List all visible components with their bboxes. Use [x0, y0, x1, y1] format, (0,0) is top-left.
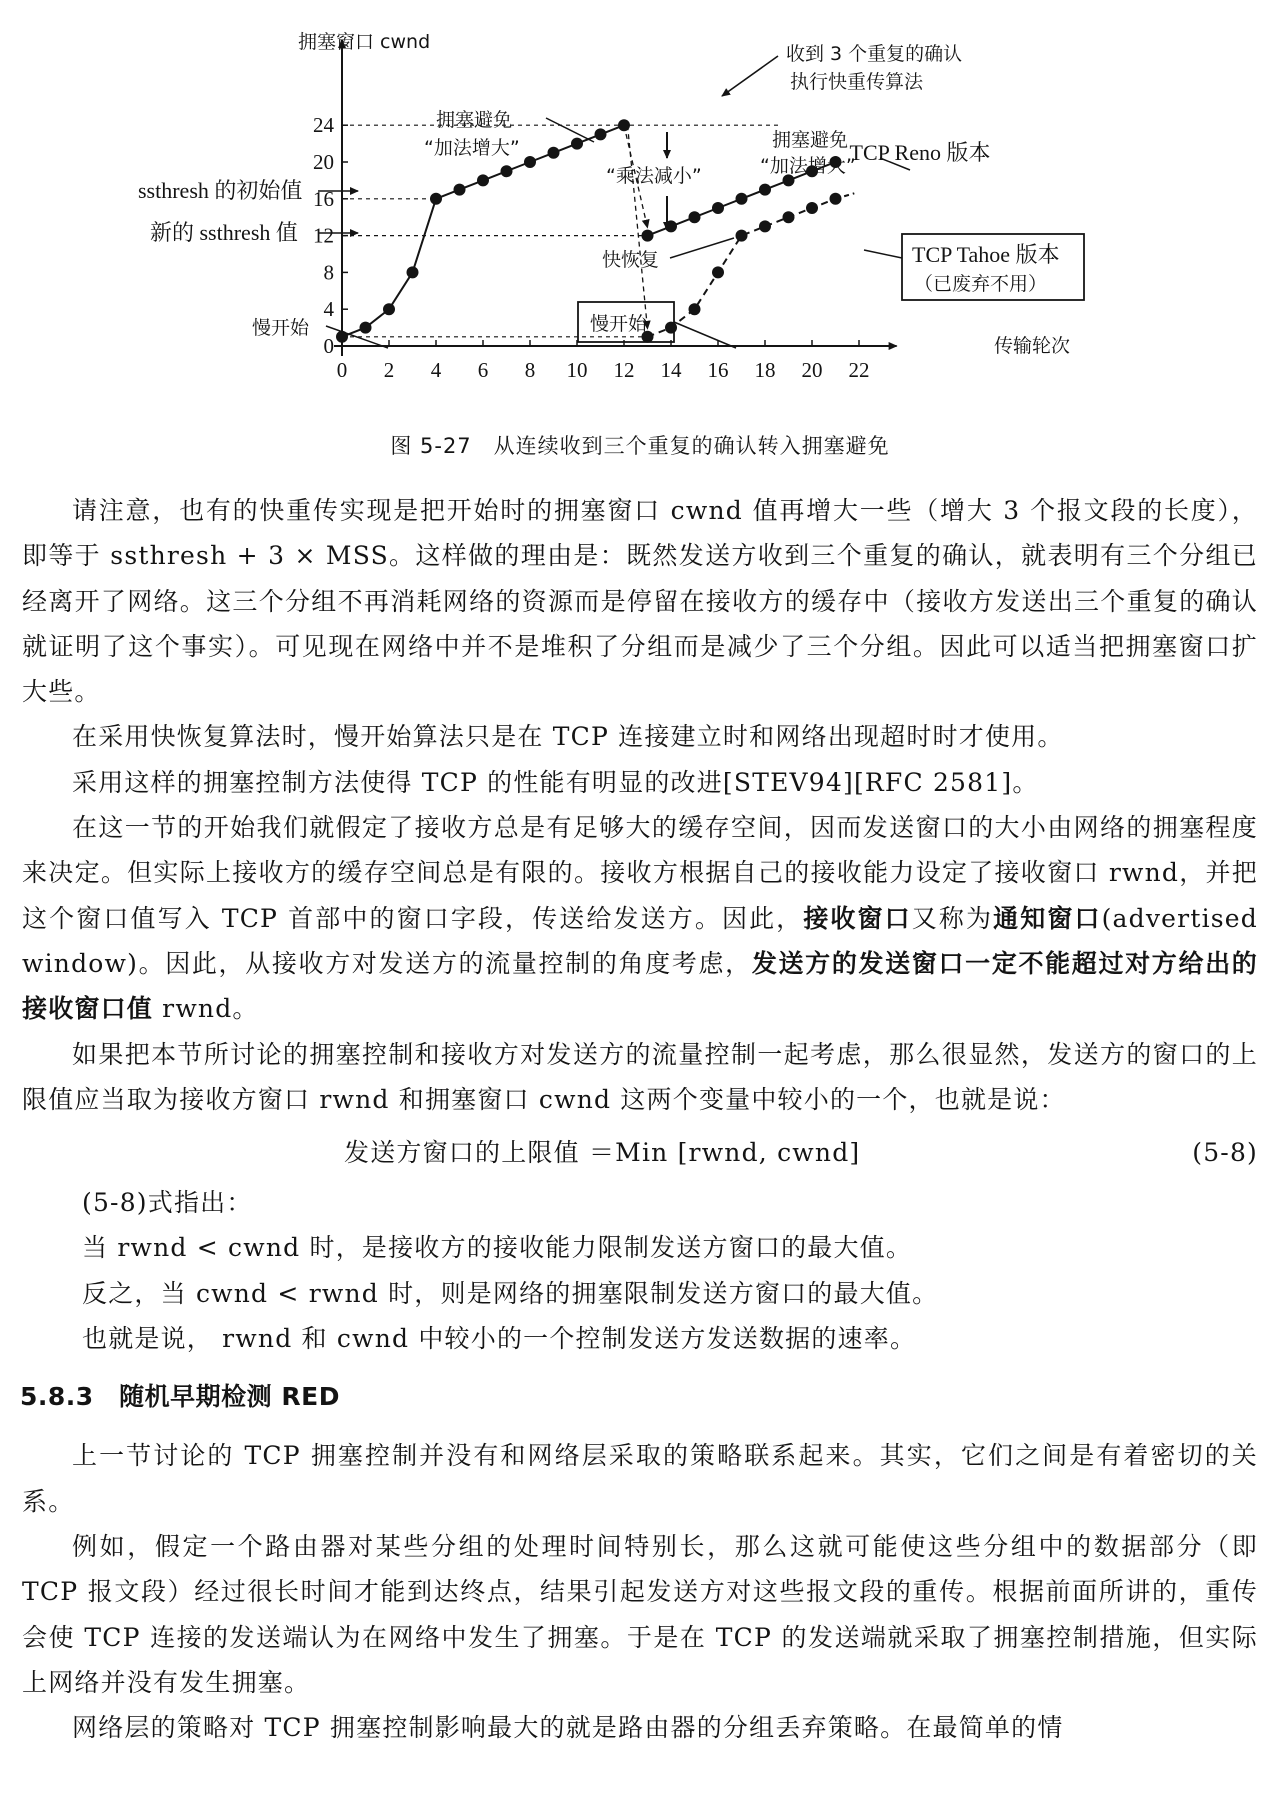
- y-tick-label: 0: [323, 334, 334, 358]
- tahoe-point: [665, 322, 677, 334]
- paragraph-red-example: 例如，假定一个路由器对某些分组的处理时间特别长，那么这就可能使这些分组中的数据部分（即 TCP 报文段）经过很长时间才能到达终点，结果引起发送方对这些报文段的重传。根据前面所讲的，重传会使 TCP 连接的发送端认为在网络中发生了拥塞。于是在 TCP 的发送端就采取了拥塞控制措施，但实际上网络并没有发生拥塞。: [22, 1531, 1258, 1697]
- slow-start-left-label: 慢开始: [252, 317, 310, 339]
- reno-point: [360, 322, 372, 334]
- x-tick-label: 10: [566, 358, 588, 382]
- text-run: 又称为: [911, 903, 994, 933]
- reno-point: [595, 128, 607, 140]
- slow-start-box-label: 慢开始: [590, 313, 648, 335]
- cwnd-chart: [0, 0, 1280, 480]
- tahoe-point: [783, 211, 795, 223]
- paragraph-summary: 也就是说， rwnd 和 cwnd 中较小的一个控制发送方发送数据的速率。: [82, 1324, 917, 1354]
- fast-recovery-pointer: [670, 238, 734, 258]
- ca2-label-line1: 拥塞避免: [772, 129, 849, 151]
- x-axis-label: 传输轮次: [994, 335, 1071, 357]
- reno-point: [712, 202, 724, 214]
- x-tick-label: 6: [477, 358, 489, 382]
- y-tick-label: 12: [313, 223, 334, 248]
- tahoe-point: [759, 220, 771, 232]
- tahoe-point: [806, 202, 818, 214]
- ca1-pointer: [546, 118, 594, 142]
- section-heading-red: 5.8.3 随机早期检测 RED: [20, 1382, 340, 1412]
- reno-point: [548, 147, 560, 159]
- paragraph-performance: 采用这样的拥塞控制方法使得 TCP 的性能有明显的改进[STEV94][RFC 2581]。: [72, 767, 1039, 797]
- paragraph-fast-retransmit-note: 请注意，也有的快重传实现是把开始时的拥塞窗口 cwnd 值再增大一些（增大 3 个报文段的长度），即等于 ssthresh + 3 × MSS。这样做的理由是：既然发送方收到三个重复的确认，就表明有三个分组已经离开了网络。这三个分组不再消耗网络的资源而是停留在接收方的缓存中（接收方发送出三个重复的确认就证明了这个事实）。可见现在网络中并不是堆积了分组而是减少了三个分组。因此可以适当把拥塞窗口扩大些。: [22, 496, 1258, 707]
- tahoe-point: [830, 193, 842, 205]
- bold-term-receive-window: 接收窗口: [803, 903, 912, 933]
- reno-point: [524, 156, 536, 168]
- dup-ack-arrow: [722, 56, 778, 96]
- x-tick-label: 18: [754, 358, 776, 382]
- paragraph-upper-limit: 如果把本节所讨论的拥塞控制和接收方对发送方的流量控制一起考虑，那么很显然，发送方的窗口的上限值应当取为接收方窗口 rwnd 和拥塞窗口 cwnd 这两个变量中较小的一个，也就是说：: [22, 1039, 1258, 1114]
- reno-point: [571, 138, 583, 150]
- bold-key-statement: 发送方的发送窗口一定不能超过对方给出的接收窗口值: [22, 948, 1258, 1024]
- slow-start-box-pointer: [674, 322, 736, 348]
- reno-point: [430, 193, 442, 205]
- paragraph-receive-window: [22, 805, 1258, 1031]
- x-tick-label: 4: [430, 358, 442, 382]
- figure-caption: 图 5-27 从连续收到三个重复的确认转入拥塞避免: [390, 434, 890, 458]
- x-tick-label: 16: [707, 358, 729, 382]
- paragraph-red-drop-policy: 网络层的策略对 TCP 拥塞控制影响最大的就是路由器的分组丢弃策略。在最简单的情: [72, 1713, 1064, 1743]
- reno-point: [759, 184, 771, 196]
- dup-ack-label-line1: 收到 3 个重复的确认: [786, 43, 963, 65]
- tahoe-label-line1: TCP Tahoe 版本: [912, 242, 1060, 267]
- equation-5-8: [22, 1126, 1258, 1180]
- x-tick-label: 8: [524, 358, 536, 382]
- paragraph-case-rwnd: 当 rwnd < cwnd 时，是接收方的接收能力限制发送方窗口的最大值。: [82, 1233, 913, 1263]
- x-tick-label: 14: [660, 358, 682, 382]
- y-tick-label: 16: [313, 186, 334, 211]
- tahoe-point: [712, 266, 724, 278]
- ca2-label-line2: “加法增大”: [760, 155, 856, 177]
- y-tick-label: 8: [323, 260, 334, 285]
- paragraph-red-intro: 上一节讨论的 TCP 拥塞控制并没有和网络层采取的策略联系起来。其实，它们之间是有着密切的关系。: [22, 1441, 1258, 1516]
- y-tick-label: 20: [313, 150, 334, 174]
- congestion-window-figure: [0, 0, 1280, 480]
- x-tick-label: 12: [613, 358, 635, 382]
- reno-point: [407, 266, 419, 278]
- reno-point: [618, 119, 630, 131]
- x-tick-label: 2: [383, 358, 395, 382]
- tahoe-label-line2: （已废弃不用）: [914, 273, 1048, 295]
- ssthresh-initial-label: ssthresh 的初始值: [138, 178, 303, 203]
- ssthresh-new-label: 新的 ssthresh 值: [150, 220, 298, 245]
- tahoe-point: [689, 303, 701, 315]
- x-tick-label: 0: [336, 358, 348, 382]
- tahoe-pointer: [864, 250, 902, 258]
- reno-point: [477, 174, 489, 186]
- article-body: [22, 488, 1258, 1750]
- ca1-label-line2: “加法增大”: [424, 137, 520, 159]
- y-axis-label: 拥塞窗口 cwnd: [298, 31, 431, 53]
- text-run: 在这一节的开始我们就假定了接收方总是有足够大的缓存空间，因而发送窗口的大小由网络的拥塞程度来决定。但实际上接收方的缓存空间总是有限的。接收方根据自己的接收能力设定了接收窗口 rwnd，并把这个窗口值写入 TCP 首部中的窗口字段，传送给发送方。因此，: [22, 813, 1258, 933]
- dup-ack-label-line2: 执行快重传算法: [790, 71, 924, 93]
- equation-expression: 发送方窗口的上限值 ＝Min [rwnd, cwnd]: [344, 1138, 861, 1168]
- paragraph-fast-recovery: 在采用快恢复算法时，慢开始算法只是在 TCP 连接建立时和网络出现超时时才使用。: [72, 722, 1064, 752]
- tahoe-point: [736, 230, 748, 242]
- drop-to-slow-start: [628, 125, 648, 329]
- equation-number: (5-8): [1192, 1138, 1258, 1168]
- reno-point: [383, 303, 395, 315]
- reno-point: [501, 165, 513, 177]
- slow-start-left-pointer: [326, 326, 388, 348]
- paragraph-case-cwnd: 反之，当 cwnd < rwnd 时，则是网络的拥塞限制发送方窗口的最大值。: [82, 1278, 939, 1308]
- reno-point: [689, 211, 701, 223]
- reno-point: [454, 184, 466, 196]
- y-tick-label: 4: [323, 297, 334, 322]
- x-tick-label: 22: [848, 358, 870, 382]
- reno-point: [736, 193, 748, 205]
- ca1-label-line1: 拥塞避免: [436, 109, 513, 131]
- paragraph-eq-note: (5-8)式指出：: [82, 1188, 253, 1218]
- text-run: (advertised window)。因此，从接收方对发送方的流量控制的角度考虑，: [22, 903, 1258, 978]
- tahoe-line: [648, 199, 836, 337]
- fast-recovery-label: 快恢复: [602, 249, 660, 271]
- text-run: rwnd。: [153, 994, 259, 1024]
- md-label: “乘法减小”: [606, 165, 702, 187]
- series-label-reno: TCP Reno 版本: [849, 140, 991, 165]
- bold-term-advertised-window: 通知窗口: [993, 903, 1102, 933]
- y-tick-label: 24: [313, 113, 334, 138]
- reno-point: [642, 230, 654, 242]
- x-tick-label: 20: [801, 358, 823, 382]
